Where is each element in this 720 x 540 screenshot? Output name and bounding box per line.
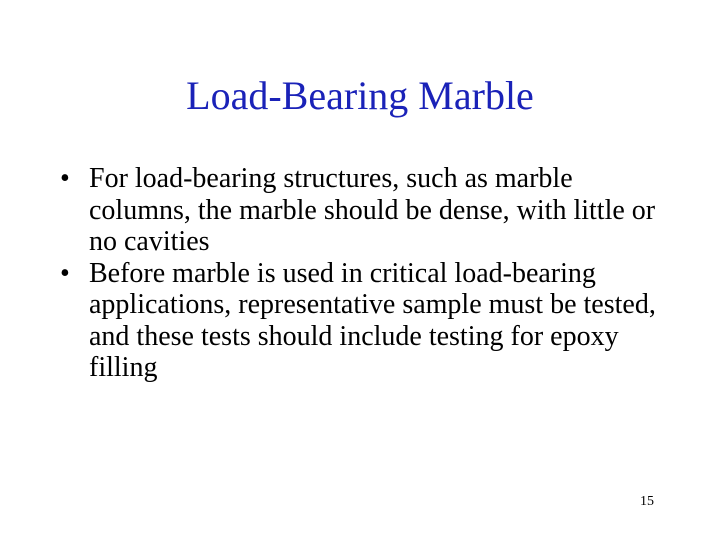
bullet-item-1 — [60, 163, 670, 258]
bullet-item-2 — [60, 258, 670, 384]
page-number: 15 — [640, 494, 654, 509]
slide-title: Load-Bearing Marble — [186, 73, 534, 118]
bullet-text-2: Before marble is used in critical load-bearing applications, representative sample must be tested, and these tests should include testing for epoxy filling — [89, 257, 656, 383]
bullet-text-1: For load-bearing structures, such as marble columns, the marble should be dense, with little or no cavities — [89, 163, 656, 257]
bullet-list — [60, 163, 670, 384]
bullet-dot-icon: • — [60, 163, 70, 194]
bullet-dot-icon: • — [60, 257, 70, 289]
